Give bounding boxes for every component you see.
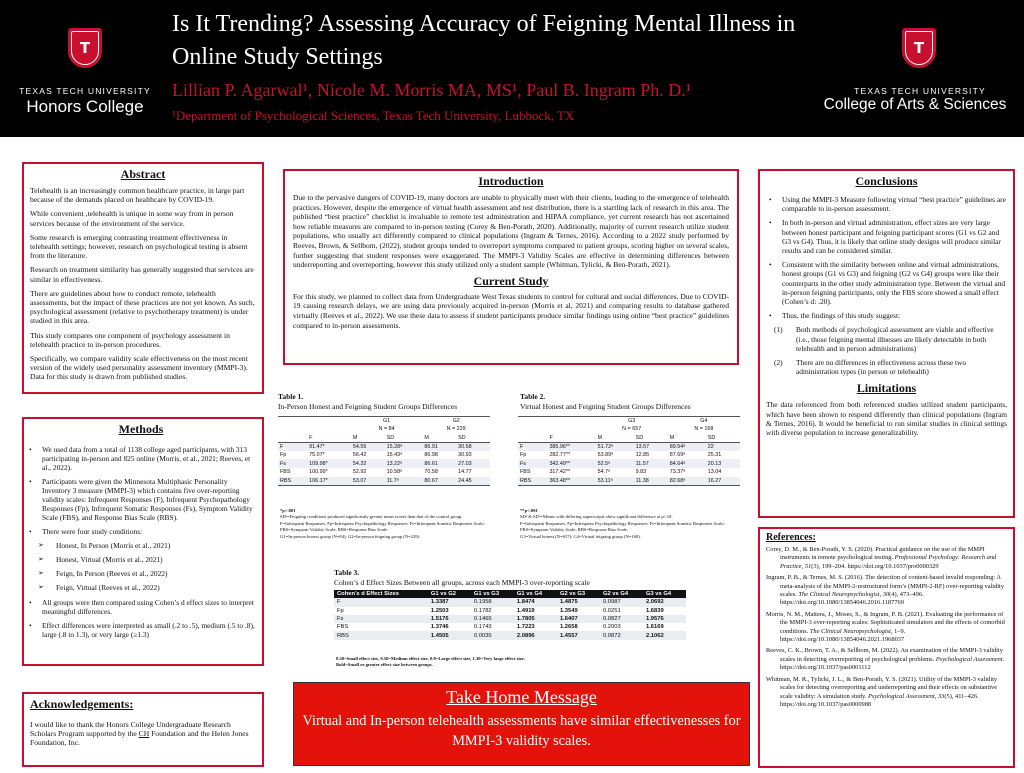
take-home-message-box (293, 682, 750, 766)
table-cell (278, 425, 307, 434)
conclusions-heading: Conclusions (855, 174, 918, 188)
table2-title: Virtual Honest and Feigning Student Groups Differences (520, 401, 691, 411)
abstract-paragraph: This study compares one component of psychology assessment in telehealth practice to in-person procedures. (30, 330, 230, 349)
abstract-section (22, 162, 264, 394)
conditions-list (26, 541, 256, 592)
table-row (518, 477, 740, 486)
reference-text: Ingram, P. B., & Ternes, M. S. (2016). The detection of content-based invalid responding: A meta-analysis of the MMPI-2-restructured form’s (MMPI-2-RF) over-reporting validity scales. (766, 574, 1005, 599)
table-cell: FBS (280, 469, 291, 476)
table-n-label: N = 84 (378, 426, 395, 433)
table-cell: 1.4505 (430, 632, 449, 639)
current-study-heading: Current Study (473, 273, 549, 288)
references-list (766, 546, 1007, 709)
table-cell (518, 434, 547, 443)
table-cell: 30.58 (458, 443, 472, 450)
table2-label: Table 2. (520, 392, 546, 401)
table-cell: Fs (280, 460, 286, 467)
reference-journal: Psychological Assessment, 33 (867, 692, 945, 700)
table-row (518, 442, 740, 451)
table-cell: 0.0035 (473, 632, 492, 639)
table-note: SDᵃ=Feigning conditions produced significantly greater mean scores than that of the control group. (280, 514, 463, 520)
table-cell: F (520, 443, 524, 450)
table-cell: 1.2503 (430, 607, 449, 614)
table-cell: 0.1782 (473, 607, 492, 614)
table-cell: 11.38 (635, 477, 649, 484)
table-cell: 22 (707, 443, 714, 450)
table-cell: 15.28ᵃ (386, 443, 403, 450)
table-col-header: G2 vs G4 (602, 591, 629, 598)
table-cell: 317.42** (549, 469, 571, 476)
table-cell (518, 425, 547, 434)
conclusion-bullet: • Consistent with the similarity between online and virtual administrations, honest groups (G1 vs G3) and feigning (G2 vs G4) groups were like their counterparts in the other study administration type. Between the virtual and in-person feigning participants, only the FBS score showed a small effect (Cohen’s d: .20). (766, 260, 1007, 306)
table-col-header: M (669, 434, 675, 441)
table-col-header: F (549, 434, 553, 441)
table-cell: 1.3387 (430, 599, 449, 606)
abstract-paragraph: While convenient ,telehealth is unique in some way from in person services because of the environment of the service. (30, 209, 234, 228)
table-cell (278, 434, 307, 443)
reference-item (766, 647, 1007, 672)
left-logo-university: TEXAS TECH UNIVERSITY (19, 86, 151, 96)
take-home-text: Virtual and In-person telehealth assessments have similar effectivenesses for MMPI-3 validity scales. (302, 713, 741, 749)
table3-label: Table 3. (334, 568, 360, 577)
table-cell: 54.55 (352, 443, 367, 450)
table-note: G1=In-person honest group (N=84); G2=In-person feigning group (N=229). (280, 533, 421, 539)
introduction-section (283, 169, 739, 365)
table-cell: 1.8474 (516, 599, 535, 606)
table-cell: F (337, 599, 341, 606)
table-cell: 82.68ᵃ (669, 477, 686, 484)
table-row (278, 459, 490, 468)
table-col-header: SD (458, 434, 466, 441)
table-cell: 54.7ᵃ (597, 469, 611, 476)
table-cell: 1.6169 (645, 624, 664, 631)
table-cell: 0.1465 (473, 616, 492, 623)
table-group-row (278, 417, 490, 426)
table-cell: RBS (520, 477, 532, 484)
table1-notes (280, 508, 488, 540)
table-n-row (518, 425, 740, 434)
methods-bullets (26, 445, 256, 536)
table-group-label: G2 (452, 418, 460, 425)
poster-authors: Lillian P. Agarwal¹, Nicole M. Morris MA, MS¹, Paul B. Ingram Ph. D.¹ (172, 80, 692, 100)
reference-tail: (4), 473–496. https://doi.org/10.1080/13854046.2016.1187769 (780, 591, 924, 607)
abstract-paragraph: There are guidelines about how to conduct remote, telehealth assessments, but the impact of these practices are not yet known. As such, psychological assessment (relative to psychotherapy treatment) is under studied in this area. (30, 288, 255, 326)
table-cell: 1.4919 (516, 607, 535, 614)
reference-tail: . https://doi.org/10.1037/pas0001112 (780, 655, 1005, 672)
table-row (518, 468, 740, 477)
table-col-header: G3 vs G4 (645, 591, 672, 598)
table-cell: 86.61 (424, 460, 438, 467)
reference-journal: Psychological Assessment (935, 655, 1003, 663)
table-cell: 11.7ᵃ (386, 477, 399, 484)
table-cell: Fp (280, 452, 287, 459)
table-cell: 13.04 (707, 469, 722, 476)
conclusions-section (758, 169, 1015, 518)
table-row (334, 598, 686, 606)
table-cell (547, 425, 595, 434)
table-cell: 89.54ᵃ (669, 443, 686, 450)
table-cell: 54.32 (352, 460, 367, 467)
table-cell: F (280, 443, 284, 450)
table-cell: 1.4557 (559, 632, 578, 639)
table-cell: 1.6839 (645, 607, 664, 614)
table-cell: 70.58 (424, 469, 438, 476)
limitations-heading: Limitations (856, 381, 917, 396)
reference-item (766, 676, 1007, 710)
reference-item (766, 611, 1007, 645)
table-header-row (278, 434, 490, 443)
table-cell: 1.9576 (645, 616, 664, 623)
reference-item (766, 546, 1007, 571)
table-col-header: G1 vs G2 (430, 591, 457, 598)
table-col-header: SD (707, 434, 716, 441)
table-note: Bold=Small or greater effect size between groups. (336, 662, 433, 668)
table-group-row (518, 417, 740, 426)
table-cell: 10.58ᵃ (386, 469, 403, 476)
table3-title: Cohen’s d Effect Sizes Between all groups, across each MMPI-3 over-reporting scale (334, 577, 590, 587)
poster-affiliation: ¹Department of Psychological Sciences, Texas Tech University, Lubbock, TX (172, 108, 575, 123)
table-row (518, 451, 740, 460)
table-row (518, 459, 740, 468)
table-note: *p<.001 (280, 508, 296, 513)
table-col-header: SD (386, 434, 395, 441)
methods-bullet: • Effect differences were interpreted as small (.2 to .5), medium (.5 to .8), large (.8 to 1.3), or very large (≥1.3) (26, 621, 256, 639)
table-cell (307, 425, 351, 434)
abstract-body (30, 186, 256, 382)
table-row (278, 451, 490, 460)
table-note: F=Infrequent Responses; Fp=Infrequent Psychopathology Responses; Fs=Infrequent Somatic Responses Scale; FBS=Symptom Validity Scale; RBS=Response Bias Scale. (280, 520, 485, 533)
table-cell: 53.89ᵃ (597, 452, 614, 459)
reference-journal: The Clinical Neuropsychologist (809, 627, 891, 635)
methods-bullet: • All groups were then compared using Cohen’s d effect sizes to interpret meaningful differences. (26, 598, 256, 616)
findings-list (766, 325, 1007, 376)
right-logo-university: TEXAS TECH UNIVERSITY (854, 86, 986, 96)
methods-bullet: • There were four study conditions: (26, 527, 256, 536)
table-cell: 91.47* (309, 443, 325, 450)
condition-item: ➢ Honest, In Person (Morris et al., 2021) (26, 541, 256, 550)
limitations-text: The data referenced from both referenced studies utilized student participants, which have been shown to respond differently than clinical populations (Ingram & Ternes, 2016). It would be beneficial to run similar studies in clinical settings with diverse population to increase generalizability. (766, 400, 1007, 438)
conclusions-bullets (766, 195, 1007, 320)
table-note: F=Infrequent Responses; Fp=Infrequent Psychopathology Responses; Fs=Infrequent Somatic Responses Scale; FBS=Symptom Validity Scale; RBS=Response Bias Scale. (520, 520, 725, 533)
table-n-row (278, 425, 490, 434)
finding-number: (2) (774, 358, 783, 368)
table-col-header: M (424, 434, 429, 441)
acknowledgements-heading: Acknowledgements: (30, 697, 134, 711)
table-cell: 2.0692 (645, 599, 664, 606)
ack-foundation-abbrev: CH (138, 729, 150, 739)
table-cell: 1.5176 (430, 616, 449, 623)
table-cell: 13.57 (635, 443, 650, 450)
abstract-paragraph: Some research is emerging contrasting treatment effectiveness in telehealth settings; however, research on psychological testing is absent from the literature. (30, 232, 248, 261)
finding-text: Both methods of psychological assessment are viable and effective (i.e., those feigning mental illnesses are likely detectable in both telehealth and in person administrations) (796, 325, 994, 353)
table-cell: 0.0872 (602, 632, 621, 639)
conclusion-bullet: • In both in-person and virtual administration, effect sizes are very large between honest participant and feigning participant scores (G1 vs G2 and G3 vs G4). Thus, it is likely that online study designs will produce similar results and can be considered similar. (766, 218, 1007, 255)
introduction-heading: Introduction (478, 174, 544, 188)
table-cell: 0.1743 (473, 624, 492, 631)
table-cell: 1.2658 (559, 624, 578, 631)
finding-text: There are no differences in effectiveness across these two administration types (in person or telehealth) (796, 358, 967, 377)
abstract-paragraph: Telehealth is an increasingly common healthcare practice, in large part because of the demands placed on healthcare by COVID-19. (30, 186, 245, 205)
table-cell: RBS (280, 477, 292, 484)
table-cell: 15.43ᵃ (386, 452, 403, 459)
ack-text-before: I would like to thank the Honors College Undergraduate Research Scholars Program supported by the (30, 720, 231, 739)
table-cell: 0.0251 (602, 607, 621, 614)
methods-bullets-2 (26, 598, 256, 639)
table-cell (307, 417, 351, 426)
methods-bullet: • Participants were given the Minnesota Multiphasic Personality Inventory 3 measure (MMPI-3) which contains five over-reporting validity scales: Infrequent Responses (F), Infrequent Psychopathology Responses (Fp), Infrequent Somatic Responses (Fs), Symptom Validity Scale (FBS), and Response Bias Scale (RBS). (26, 477, 256, 522)
table-col-header: G1 vs G3 (473, 591, 500, 598)
table-row (278, 442, 490, 451)
table-cell: 109.98* (309, 460, 328, 467)
table-row (278, 477, 490, 486)
references-section (758, 527, 1015, 768)
table-cell: 1.3549 (559, 607, 578, 614)
methods-bullet: • We used data from a total of 1138 college aged participants, with 313 participating in-person and 825 online (Morris, et al., 2021; Reeves, et al., 2022). (26, 445, 256, 472)
conclusion-bullet: • Thus, the findings of this study suggest: (766, 311, 1007, 320)
table-cell: 9.83 (635, 469, 647, 476)
table-note: **p<.001 (520, 508, 538, 513)
table-n-label: N = 229 (446, 426, 466, 433)
table-cell: 52.5ᵃ (597, 460, 611, 467)
finding-item (766, 358, 1007, 376)
acknowledgements-section (22, 692, 264, 767)
table1-title: In-Person Honest and Feigning Student Groups Differences (278, 401, 457, 411)
table-row (334, 615, 686, 623)
table2 (518, 416, 740, 486)
table-cell: FBS (337, 624, 349, 631)
table-cell: 14.77 (458, 469, 472, 476)
table-row (334, 623, 686, 631)
reference-journal: Professional Psychology: Research and Practice, 51 (780, 554, 997, 570)
table-n-label: N = 168 (694, 426, 714, 433)
table-cell: 27.03 (458, 460, 472, 467)
table-col-header: M (352, 434, 358, 441)
double-t-shield-icon: T (902, 28, 936, 68)
table-col-header: M (597, 434, 603, 441)
table-cell: Fs (337, 616, 344, 623)
poster-header (0, 0, 1024, 137)
table-row (334, 607, 686, 615)
conclusion-bullet: • Using the MMPI-3 Measure following virtual “best practice” guidelines are comparable to in-person assessment. (766, 195, 1007, 213)
table-cell: 73.37ᵃ (669, 469, 686, 476)
table-cell: Fp (337, 607, 344, 614)
references-heading: References: (766, 532, 816, 543)
table2-notes (520, 508, 738, 540)
methods-body (26, 445, 256, 639)
table-cell: 13.22ᵃ (386, 460, 403, 467)
table-col-header: SD (635, 434, 644, 441)
table-cell: 20.13 (707, 460, 722, 467)
reference-item (766, 574, 1007, 608)
table-cell (547, 417, 595, 426)
table3 (334, 590, 686, 640)
left-logo-college: Honors College (26, 97, 144, 116)
table-header-row (334, 590, 686, 598)
introduction-text: Due to the pervasive dangers of COVID-19, many doctors are unable to physically meet with their clients, leading to the emergence of telehealth practices. However, despite the emergence of virtual health assessment and test distribution, there is a startling lack of research in this area. The published “best practice” checklist is invaluable to remote test administration and HIPAA compliance, yet current research has not ascertained how reliable measures are compared to in-person testing (Corey & Ben-Porath, 2020). Additionally, majority of current research utilize student populations, who usually act differently compared to clinical populations (Ingram & Ternes, 2016). According to a 2022 study performed by Reeves, Brown, & Sellbom, (2022), student groups tended to overreport symptoms compared to patient groups, scoring higher on several scales, further suggesting that student responses were exaggerated. The MMPI-3 Validity Scales are effective in determining differences between underreporting and overreporting, however this study utilized only a student sample (Whitman, Tylicki, & Ben-Porath, 2021). (293, 193, 729, 270)
table-group-label: G3 (628, 418, 636, 425)
take-home-title: Take Home Message (446, 687, 597, 707)
reference-tail: (3), 199–204. https://doi.org/10.1037/pro0000329 (811, 562, 939, 570)
table-col-header: G2 vs G3 (559, 591, 586, 598)
table1-label: Table 1. (278, 392, 304, 401)
table-header-row (518, 434, 740, 443)
table-cell: 53.07 (352, 477, 367, 484)
table-cell: Fp (520, 452, 527, 459)
table3-notes (336, 656, 696, 669)
table1 (278, 416, 490, 486)
poster-title: Is It Trending? Assessing Accuracy of Feigning Mental Illness in Online Study Settings (172, 11, 796, 70)
table1-caption (278, 392, 457, 411)
table-cell: 16.27 (707, 477, 722, 484)
reference-tail: , 1–9. https://doi.org/10.1080/13854046.2021.1968037 (780, 627, 906, 644)
table-cell: 100.99* (309, 469, 328, 476)
finding-number: (1) (774, 325, 783, 335)
reference-text: Whitman, M. R., Tylicki, J. L., & Ben-Porath, Y. S. (2021). Utility of the MMPI-3 validity scales for detecting overreporting and underreporting and their effects on substantive scale validity: A simulation study. (766, 675, 998, 700)
table-n-label: N = 657 (622, 426, 642, 433)
current-study-text: For this study, we planned to collect data from Undergraduate West Texas students to control for cultural and social differences. Due to COVID-19 causing research delays, we are using data previously acquired in-person (Morris et al, 2021) and comparing results to database gathered virtually (Reeves et al., 2022). We use these data to assess if student participants produce similar findings using online “best practice” guidelines compared to in-person assessments. (293, 291, 729, 330)
table-group-label: G1 (382, 418, 391, 425)
abstract-paragraph: Research on treatment similarity has generally suggested that services are similar in effectiveness. (30, 265, 254, 284)
table-cell (518, 417, 547, 426)
condition-item: ➢ Honest, Virtual (Morris et al., 2021) (26, 555, 256, 564)
table-cell: 282.77** (549, 452, 571, 459)
table-cell (278, 417, 307, 426)
table-cell: 75.07* (309, 452, 325, 459)
table-cell: 56.42 (352, 452, 367, 459)
table-cell: 51.72ᵃ (597, 443, 614, 450)
table-cell: 363.48** (549, 477, 571, 484)
acknowledgements-text (30, 720, 256, 748)
table-cell: 80.67 (424, 477, 438, 484)
table-cell: 52.92 (352, 469, 367, 476)
table-cell: 12.85 (635, 452, 650, 459)
reference-text: Morris, N. M., Mattera, J., Moses, S., & Ingram, P. B. (2021). Evaluating the performance of the MMPI-3 over-reporting scales: Sophisticated simulators and the effects of comorbid conditions. (766, 610, 1005, 635)
table-cell: 24.45 (458, 477, 472, 484)
table-cell: 0.0827 (602, 616, 621, 623)
table2-caption (520, 392, 691, 411)
table-cell: 1.7805 (516, 616, 535, 623)
table-note: 0.20=Small effect size, 0.50=Medium effect size, 0.8=Large effect size, 1.30=Very large effect size. (336, 656, 525, 661)
ack-text-after: Foundation and the Helen Jones Foundation, Inc. (30, 729, 249, 748)
reference-journal: The Clinical Neuropsychologist, 30 (798, 591, 890, 599)
table-cell: 86.91 (424, 443, 438, 450)
table-group-label: G4 (700, 418, 708, 425)
table-cell: 25.31 (707, 452, 722, 459)
table-cell: 87.69ᵃ (669, 452, 686, 459)
table-cell: 11.57 (635, 460, 649, 467)
table-cell: 2.0896 (516, 632, 535, 639)
table-note: SDᵃ & SDᵇ=Means with differing superscripts show significant difference at p<.01. (520, 514, 674, 520)
condition-item: ➢ Feign, Virtual (Reeves et al., 2022) (26, 583, 256, 592)
table-cell: 106.17* (309, 477, 328, 484)
table-cell: RBS (337, 632, 349, 639)
table-cell: Fs (520, 460, 526, 467)
abstract-paragraph: Specifically, we compare validity scale effectiveness on the most recent version of the widely used personality assessment inventory (MMPI-3). Data for this study is drawn from published studies. (30, 354, 248, 382)
table-cell: 1.6407 (559, 616, 578, 623)
methods-heading: Methods (118, 422, 164, 436)
methods-section (22, 417, 264, 666)
table-cell: 0.2003 (602, 624, 621, 631)
table-cell: 385.96** (549, 443, 571, 450)
condition-item: ➢ Feign, In Person (Reeves et al., 2022) (26, 569, 256, 578)
table-cell: 0.1958 (473, 599, 492, 606)
table-cell: 2.1062 (645, 632, 664, 639)
reference-text: Reeves, C. K., Brown, T. A., & Sellbom, M. (2022). An examination of the MMPI-3 validity scales in detecting overreporting of psychological problems. (766, 647, 1003, 663)
double-t-shield-icon: T (68, 28, 102, 68)
table-cell: 0.0987 (602, 599, 621, 606)
table-row (278, 468, 490, 477)
table-cell: 1.4875 (559, 599, 578, 606)
table-col-header: F (309, 434, 313, 441)
abstract-heading: Abstract (120, 167, 166, 181)
table-cell: FBS (520, 469, 531, 476)
table-cell: 1.7223 (516, 624, 535, 631)
table-cell: 342.49** (549, 460, 571, 467)
table-cell: 84.64ᵃ (669, 460, 686, 467)
conclusions-body (766, 195, 1007, 376)
reference-tail: (5), 411–426. https://doi.org/10.1037/pas0000988 (780, 692, 979, 708)
reference-text: Corey, D. M., & Ben-Porath, Y. S. (2020). Practical guidance on the use of the MMPI instruments in remote psychological testing. (766, 546, 985, 562)
right-logo-college: College of Arts & Sciences (823, 96, 1007, 113)
table-cell: 53.11ᵃ (597, 477, 613, 484)
table-col-header: Cohen’s d Effect Sizes (337, 591, 399, 598)
table-cell: 1.3746 (430, 624, 449, 631)
table-cell: 30.93 (458, 452, 472, 459)
table3-caption (334, 568, 590, 587)
finding-item (766, 325, 1007, 353)
table-col-header: G1 vs G4 (516, 591, 543, 598)
table-cell: 86.98 (424, 452, 438, 459)
table-row (334, 631, 686, 639)
table-note: G3=Virtual honest (N=657); G4=Virtual feigning group (N=168). (520, 533, 641, 539)
